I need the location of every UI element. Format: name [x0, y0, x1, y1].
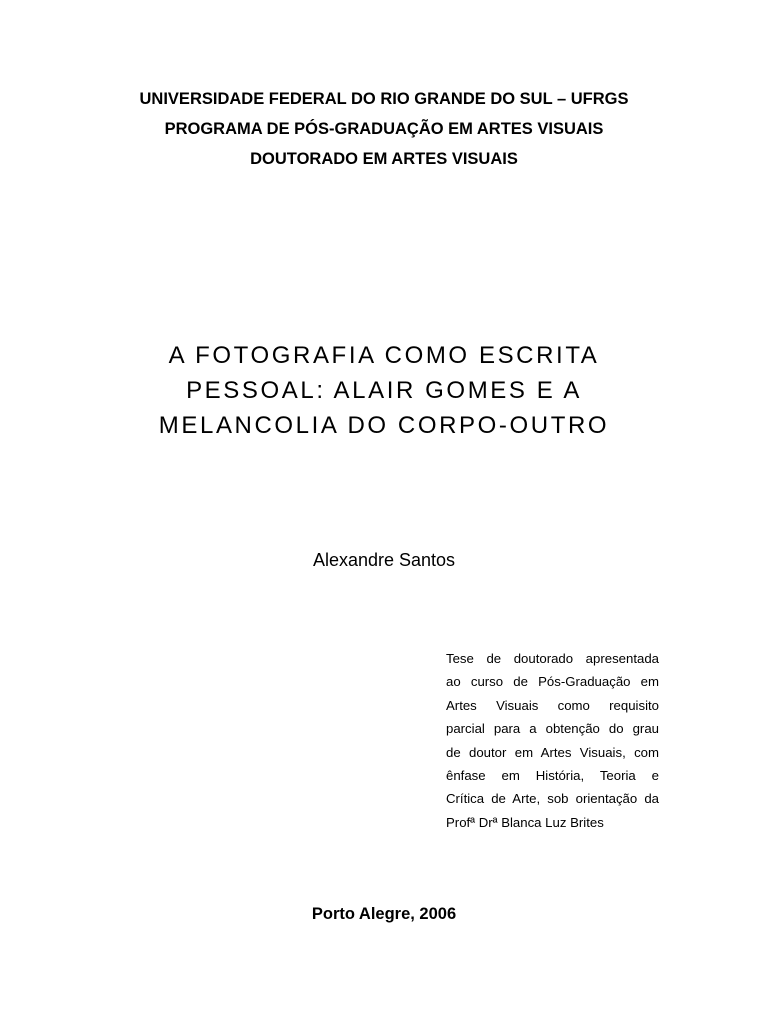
thesis-title-line: MELANCOLIA DO CORPO-OUTRO: [158, 412, 610, 439]
place-and-year: Porto Alegre, 2006: [311, 905, 457, 923]
description-line: ao curso de Pós-Graduação em: [446, 674, 659, 690]
author-name: Alexandre Santos: [312, 550, 456, 570]
description-line: Tese de doutorado apresentada: [446, 651, 659, 666]
university-name: UNIVERSIDADE FEDERAL DO RIO GRANDE DO SUL – UFRGS: [139, 90, 629, 108]
degree-name: DOUTORADO EM ARTES VISUAIS: [250, 150, 518, 168]
thesis-description: [446, 647, 659, 834]
thesis-title-line: A FOTOGRAFIA COMO ESCRITA: [168, 342, 600, 369]
description-line: ênfase em História, Teoria e: [446, 768, 659, 784]
thesis-title-line: PESSOAL: ALAIR GOMES E A: [186, 377, 582, 404]
thesis-title: [0, 338, 768, 443]
description-line: Artes Visuais como requisito: [446, 697, 659, 713]
institution-header: [0, 84, 768, 174]
description-line: Profª Drª Blanca Luz Brites: [446, 814, 604, 830]
description-line: Crítica de Arte, sob orientação da: [446, 791, 659, 807]
description-line: parcial para a obtenção do grau: [446, 721, 659, 737]
program-name: PROGRAMA DE PÓS-GRADUAÇÃO EM ARTES VISUAIS: [164, 120, 604, 138]
description-line: de doutor em Artes Visuais, com: [446, 744, 659, 760]
